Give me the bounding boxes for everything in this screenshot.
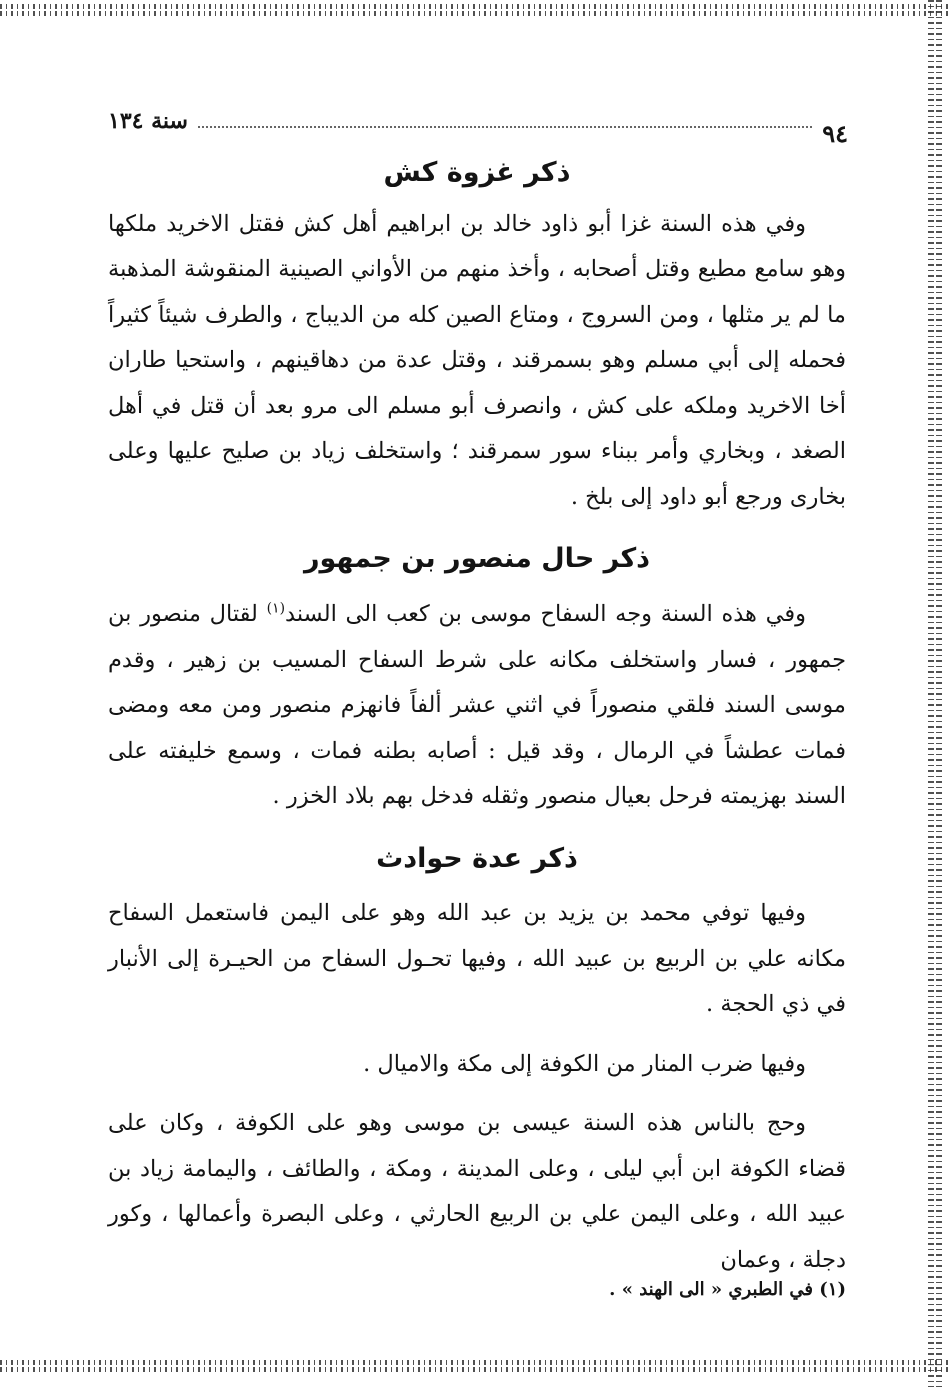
section-heading-mansur: ذكر حال منصور بن جمهور <box>303 543 651 575</box>
decorative-border-top <box>0 4 950 16</box>
running-header <box>108 92 848 148</box>
page-number: ٩٤ <box>822 119 848 148</box>
paragraph-events-hajj: وحج بالناس هذه السنة عيسى بن موسى وهو على الكوفة ، وكان على قضاء الكوفة ابن أبي ليلى ، وعلى المدينة ، ومكة ، والطائف ، واليمامة زياد بن عبيد الله ، وعلى اليمن علي بن الربيع الحارثي ، وعلى البصرة وأعمالها ، وكور دجلة ، وعمان <box>108 1110 846 1273</box>
decorative-border-right <box>928 0 942 1387</box>
decorative-border-bottom <box>0 1360 950 1372</box>
footnote: (١) في الطبري « الى الهند » . <box>609 1279 846 1300</box>
paragraph-mansur <box>108 592 846 820</box>
paragraph-events-death: وفيها توفي محمد بن يزيد بن عبد الله وهو على اليمن فاستعمل السفاح مكانه علي بن الربيع بن عبيد الله ، وفيها تحـول السفاح من الحيـرة إلى الأنبار في ذي الحجة . <box>108 900 846 1018</box>
paragraph-mansur-part1: وفي هذه السنة وجه السفاح موسى بن كعب الى السند <box>285 601 806 628</box>
paragraph-kesh-raid: وفي هذه السنة غزا أبو ذاود خالد بن ابراهيم أهل كش فقتل الاخريد ملكها وهو سامع مطيع وقتل أصحابه ، وأخذ منهم من الأواني الصينية المنقوشة المذهبة ما لم ير مثلها ، ومن السروج ، ومتاع الصين كله من الديباج ، والطرف شيئاً كثيراً فحمله إلى أبي مسلم وهو بسمرقند ، وقتل عدة من دهاقينهم ، واستحيا طاران أخا الاخريد وملكه على كش ، وانصرف أبو مسلم الى مرو بعد أن قتل في أهل الصغد ، وبخاري وأمر ببناء سور سمرقند ؛ واستخلف زياد بن صليح عليها وعلى بخارى ورجع أبو داود إلى بلخ . <box>108 210 847 510</box>
paragraph-mansur-part2: لقتال منصور بن جمهور ، فسار واستخلف مكانه على شرط السفاح المسيب بن زهير ، وقدم موسى السند فلقي منصوراً في اثني عشر ألفاً فانهزم منصور ومن معه ومضى فمات عطشاً في الرمال ، وقد قيل : أصابه بطنه فمات ، وسمع خليفته على السند بهزيمته فرحل بعيال منصور وثقله فدخل بهم بلاد الخزر . <box>108 601 846 810</box>
page-body <box>108 148 846 1283</box>
section-heading-events: ذكر عدة حوادث <box>376 842 578 874</box>
header-dotted-leader <box>198 125 812 128</box>
section-heading-kesh-raid: ذكر غزوة كش <box>383 157 571 188</box>
paragraph-events-milestones: وفيها ضرب المنار من الكوفة إلى مكة والاميال . <box>363 1050 806 1077</box>
header-year: سنة ١٣٤ <box>108 108 188 134</box>
footnote-reference-mark: (١) <box>266 600 286 617</box>
